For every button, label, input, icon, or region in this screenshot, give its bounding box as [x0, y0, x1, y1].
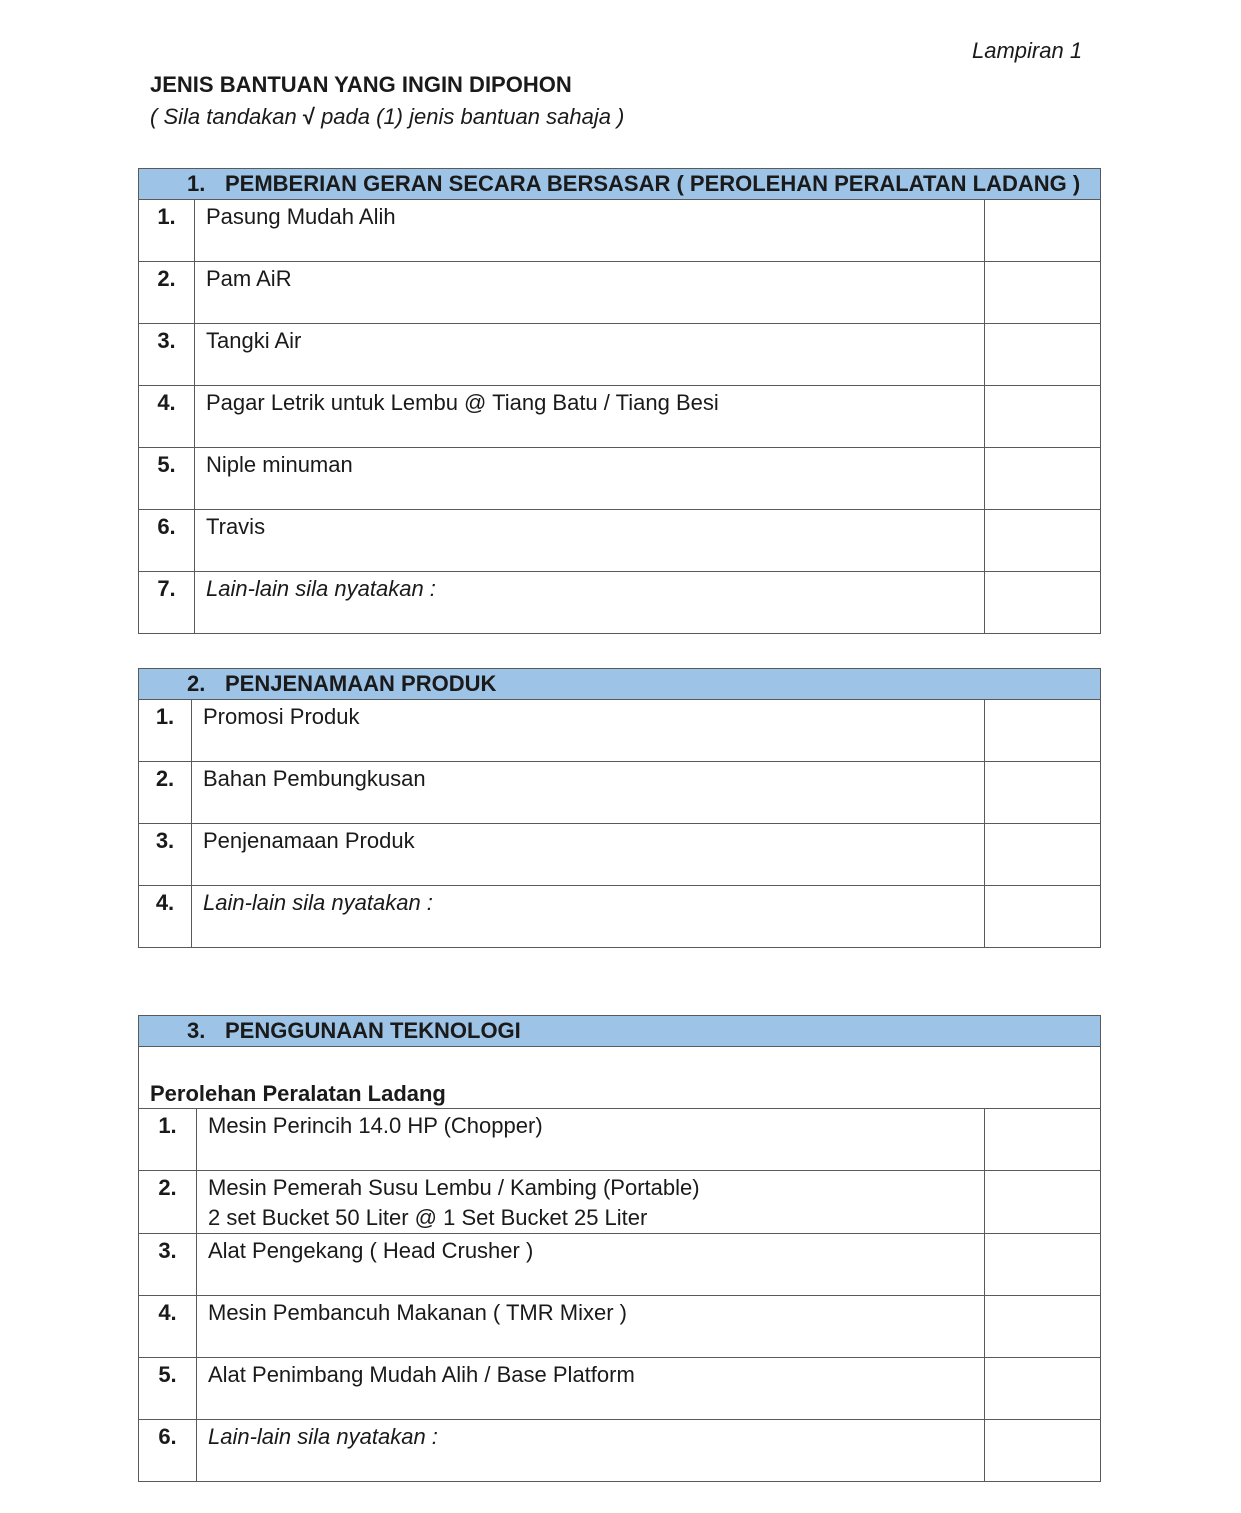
item-label: Travis [195, 510, 985, 572]
item-number: 7. [139, 572, 195, 634]
checkbox-cell[interactable] [985, 200, 1101, 262]
table-row [139, 762, 1101, 824]
section-1-header: 1. PEMBERIAN GERAN SECARA BERSASAR ( PEROLEHAN PERALATAN LADANG ) [139, 169, 1101, 200]
table-row [139, 200, 1101, 262]
section-2-table [138, 668, 1101, 948]
table-row [139, 1171, 1101, 1234]
table-row [139, 1234, 1101, 1296]
table-row [139, 324, 1101, 386]
item-label: Bahan Pembungkusan [192, 762, 985, 824]
item-label: Niple minuman [195, 448, 985, 510]
table-row [139, 700, 1101, 762]
item-label: Penjenamaan Produk [192, 824, 985, 886]
table-row [139, 1109, 1101, 1171]
checkbox-cell[interactable] [985, 762, 1101, 824]
section-3-table [138, 1015, 1101, 1482]
table-row [139, 886, 1101, 948]
table-row [139, 386, 1101, 448]
item-number: 4. [139, 1296, 197, 1358]
table-row [139, 1358, 1101, 1420]
check-mark-symbol: √ [302, 104, 315, 129]
item-label: Mesin Pembancuh Makanan ( TMR Mixer ) [197, 1296, 985, 1358]
item-number: 6. [139, 510, 195, 572]
section-1-table [138, 168, 1101, 634]
section-3-header: 3. PENGGUNAAN TEKNOLOGI [139, 1016, 1101, 1047]
item-number: 1. [139, 1109, 197, 1171]
item-label: Promosi Produk [192, 700, 985, 762]
table-row [139, 572, 1101, 634]
item-label-other[interactable]: Lain-lain sila nyatakan : [197, 1420, 985, 1482]
table-row [139, 824, 1101, 886]
table-row [139, 262, 1101, 324]
item-number: 2. [139, 1171, 197, 1234]
table-row [139, 448, 1101, 510]
checkbox-cell[interactable] [985, 824, 1101, 886]
item-label: Mesin Pemerah Susu Lembu / Kambing (Portable) 2 set Bucket 50 Liter @ 1 Set Bucket 25 Liter [197, 1171, 985, 1234]
item-number: 4. [139, 886, 192, 948]
table-row [139, 1296, 1101, 1358]
item-label: Alat Pengekang ( Head Crusher ) [197, 1234, 985, 1296]
checkbox-cell[interactable] [985, 1358, 1101, 1420]
item-label: Pasung Mudah Alih [195, 200, 985, 262]
item-number: 2. [139, 262, 195, 324]
table-row [139, 1420, 1101, 1482]
checkbox-cell[interactable] [985, 1296, 1101, 1358]
checkbox-cell[interactable] [985, 700, 1101, 762]
item-label-other[interactable]: Lain-lain sila nyatakan : [192, 886, 985, 948]
item-label: Alat Penimbang Mudah Alih / Base Platform [197, 1358, 985, 1420]
item-number: 6. [139, 1420, 197, 1482]
checkbox-cell[interactable] [985, 1234, 1101, 1296]
item-label-other[interactable]: Lain-lain sila nyatakan : [195, 572, 985, 634]
table-row [139, 510, 1101, 572]
page-title: JENIS BANTUAN YANG INGIN DIPOHON [150, 72, 572, 97]
checkbox-cell[interactable] [985, 448, 1101, 510]
item-number: 5. [139, 448, 195, 510]
item-number: 5. [139, 1358, 197, 1420]
checkbox-cell[interactable] [985, 1420, 1101, 1482]
item-number: 1. [139, 700, 192, 762]
subheading: Perolehan Peralatan Ladang [139, 1047, 1101, 1109]
item-number: 3. [139, 324, 195, 386]
instruction-text: ( Sila tandakan √ pada (1) jenis bantuan sahaja ) [150, 104, 625, 129]
annex-label: Lampiran 1 [972, 38, 1083, 63]
checkbox-cell[interactable] [985, 510, 1101, 572]
checkbox-cell[interactable] [985, 1109, 1101, 1171]
item-label: Pam AiR [195, 262, 985, 324]
checkbox-cell[interactable] [985, 324, 1101, 386]
item-label: Mesin Perincih 14.0 HP (Chopper) [197, 1109, 985, 1171]
item-number: 3. [139, 1234, 197, 1296]
item-label: Pagar Letrik untuk Lembu @ Tiang Batu / Tiang Besi [195, 386, 985, 448]
checkbox-cell[interactable] [985, 572, 1101, 634]
item-label: Tangki Air [195, 324, 985, 386]
checkbox-cell[interactable] [985, 386, 1101, 448]
checkbox-cell[interactable] [985, 262, 1101, 324]
section-2-header: 2. PENJENAMAAN PRODUK [139, 669, 1101, 700]
item-number: 2. [139, 762, 192, 824]
item-number: 1. [139, 200, 195, 262]
item-label-detail: 2 set Bucket 50 Liter @ 1 Set Bucket 25 Liter [208, 1205, 648, 1230]
checkbox-cell[interactable] [985, 1171, 1101, 1234]
checkbox-cell[interactable] [985, 886, 1101, 948]
item-number: 3. [139, 824, 192, 886]
item-number: 4. [139, 386, 195, 448]
